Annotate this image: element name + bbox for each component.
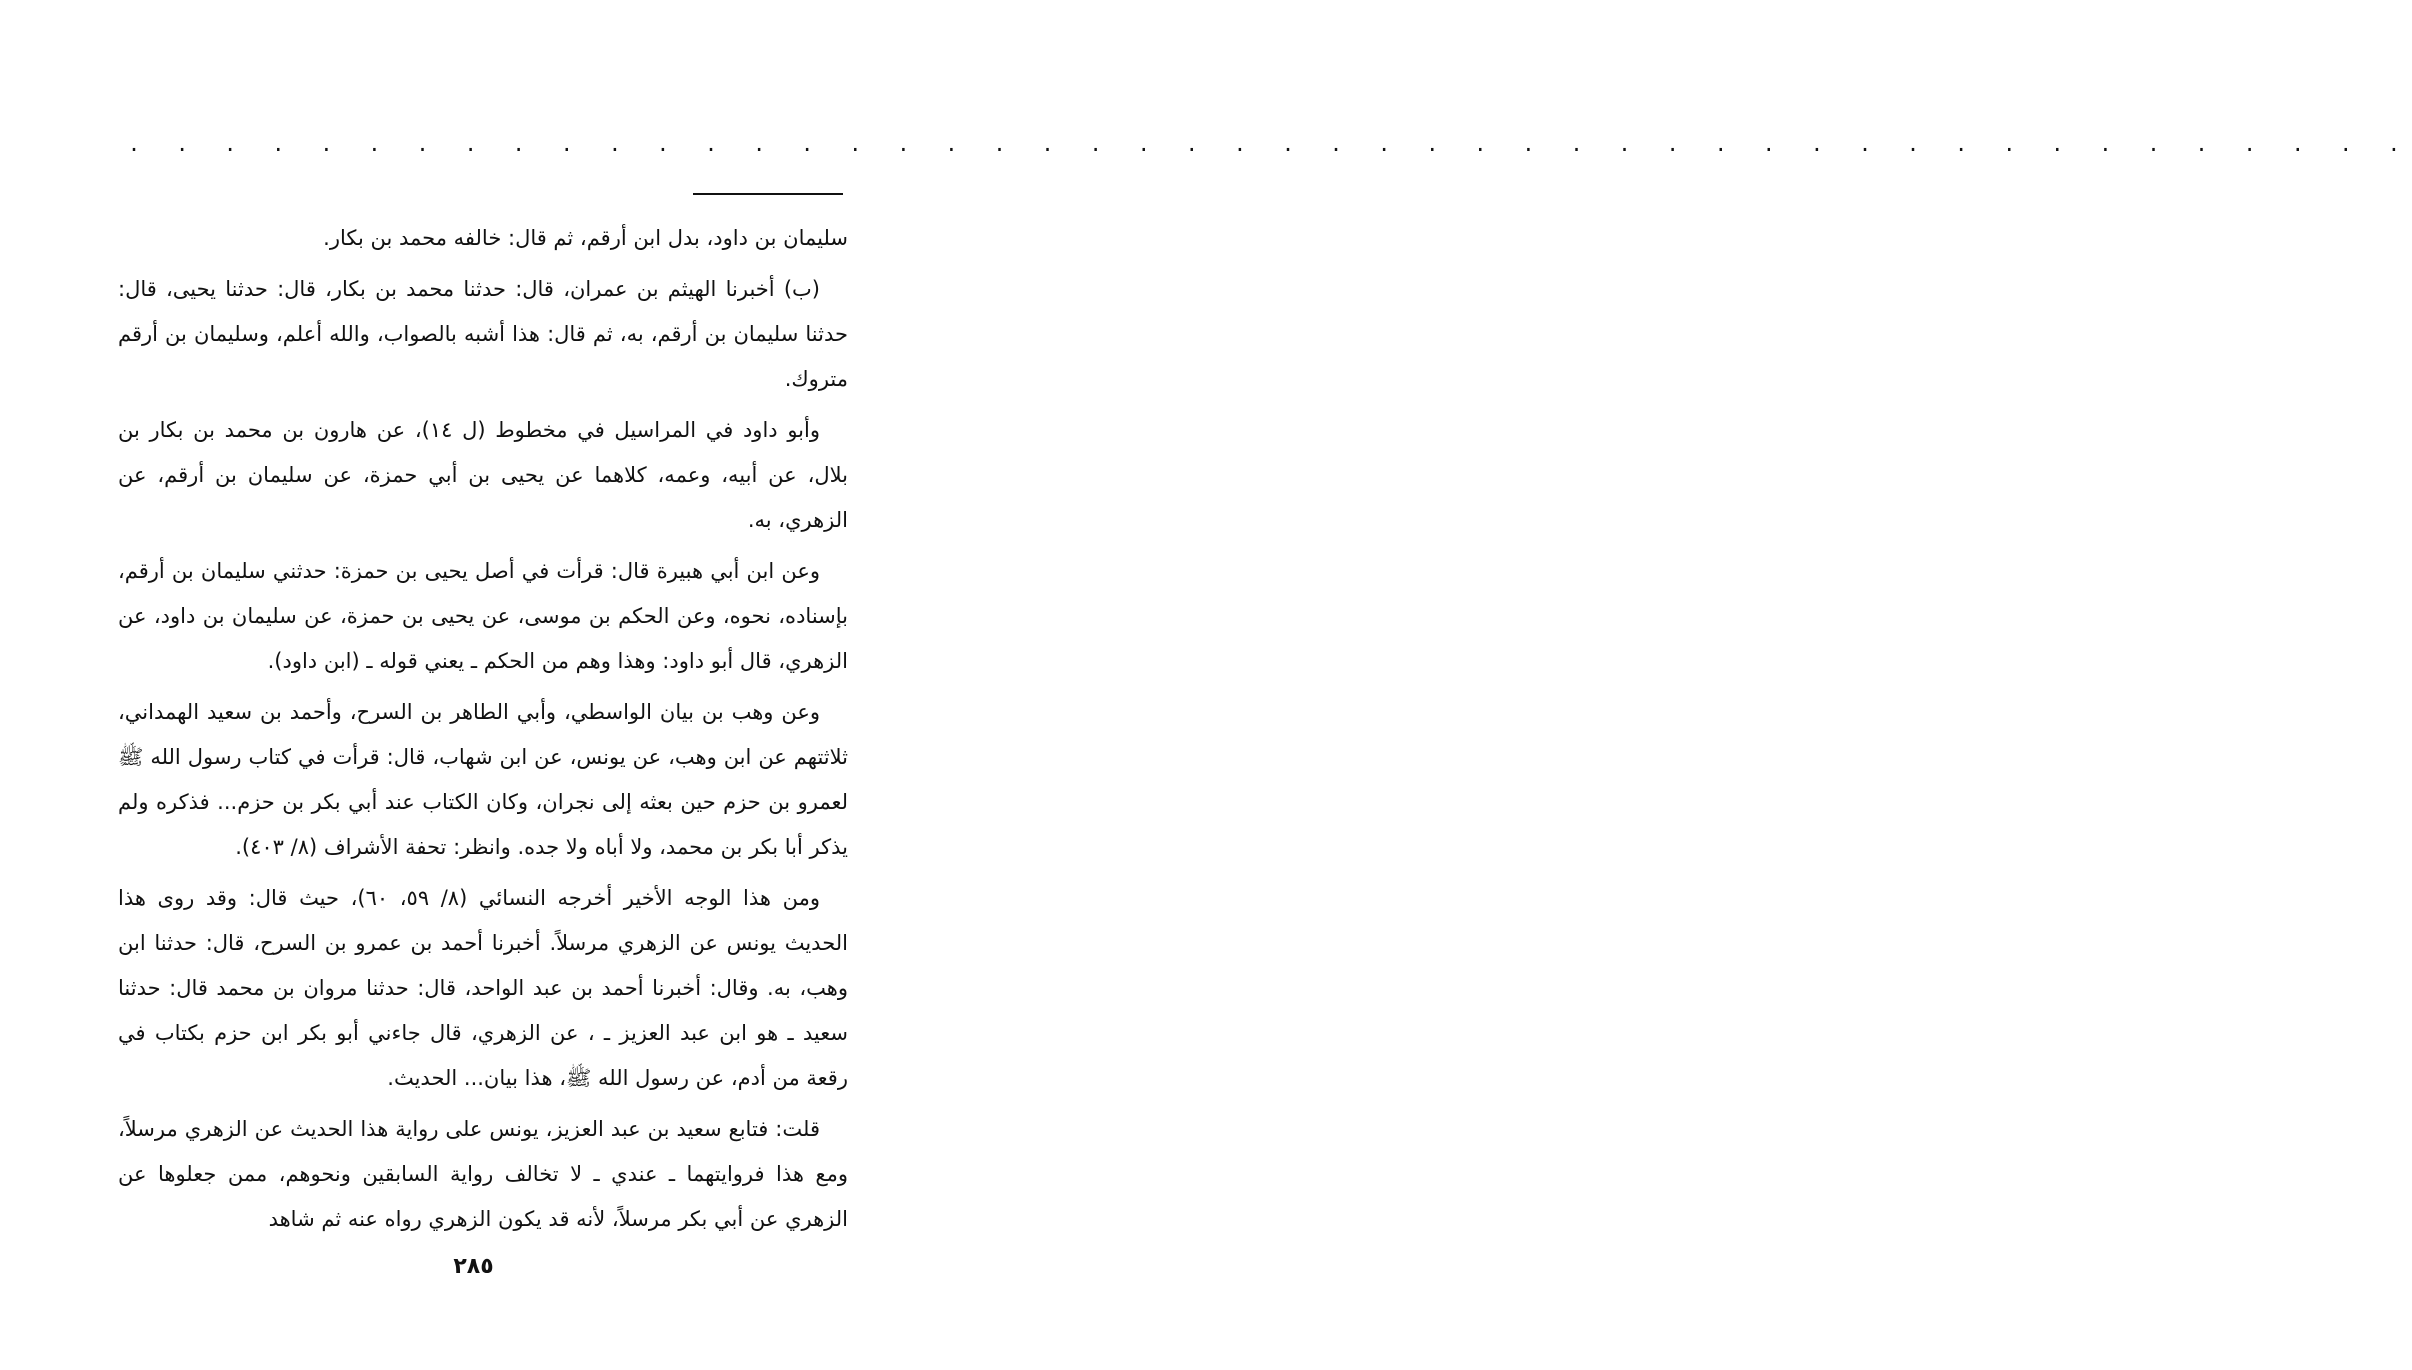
page-number: ٢٨٥ bbox=[453, 1254, 494, 1279]
paragraph-6: ومن هذا الوجه الأخير أخرجه النسائي (٨/ ٥٩، ٦٠)، حيث قال: وقد روى هذا الحديث يونس عن الزهري مرسلاً. أخبرنا أحمد بن عمرو بن السرح، قال: حدثنا ابن وهب، به. وقال: أخبرنا أحمد بن عبد الواحد، قال: حدثنا مروان بن محمد قال: حدثنا سعيد ـ هو ابن عبد العزيز ـ ، عن الزهري، قال جاءني أبو بكر ابن حزم بكتاب في رقعة من أدم، عن رسول الله ﷺ، هذا بيان... الحديث. bbox=[118, 886, 848, 1090]
paragraph-2: (ب) أخبرنا الهيثم بن عمران، قال: حدثنا محمد بن بكار، قال: حدثنا يحيى، قال: حدثنا سليمان بن أرقم، به، ثم قال: هذا أشبه بالصواب، والله أعلم، وسليمان بن أرقم متروك. bbox=[118, 277, 848, 391]
paragraph-7: قلت: فتابع سعيد بن عبد العزيز، يونس على رواية هذا الحديث عن الزهري مرسلاً، ومع هذا فروايتهما ـ عندي ـ لا تخالف رواية السابقين ونحوهم، ممن جعلوها عن الزهري عن أبي بكر مرسلاً، لأنه قد يكون الزهري رواه عنه ثم شاهد bbox=[118, 1117, 848, 1231]
dotted-separator: . . . . . . . . . . . . . . . . . . . . . . . . . . . . . . . . . . . . . . . . . . . . . . . . bbox=[128, 132, 2412, 156]
paragraph-5: وعن وهب بن بيان الواسطي، وأبي الطاهر بن السرح، وأحمد بن سعيد الهمداني، ثلاثتهم عن ابن وهب، عن يونس، عن ابن شهاب، قال: قرأت في كتاب رسول الله ﷺ لعمرو بن حزم حين بعثه إلى نجران، وكان الكتاب عند أبي بكر بن حزم... فذكره ولم يذكر أبا بكر بن محمد، ولا أباه ولا جده. وانظر: تحفة الأشراف (٨/ ٤٠٣). bbox=[118, 700, 848, 859]
footnote-text bbox=[118, 216, 848, 1248]
footnote-rule bbox=[693, 193, 843, 195]
paragraph-1: سليمان بن داود، بدل ابن أرقم، ثم قال: خالفه محمد بن بكار. bbox=[323, 226, 848, 250]
paragraph-3: وأبو داود في المراسيل في مخطوط (ل ١٤)، عن هارون بن محمد بن بكار بن بلال، عن أبيه، وعمه، كلاهما عن يحيى بن أبي حمزة، عن سليمان بن أرقم، عن الزهري، به. bbox=[118, 418, 848, 532]
paragraph-4: وعن ابن أبي هبيرة قال: قرأت في أصل يحيى بن حمزة: حدثني سليمان بن أرقم، بإسناده، نحوه، وعن الحكم بن موسى، عن يحيى بن حمزة، عن سليمان بن داود، عن الزهري، قال أبو داود: وهذا وهم من الحكم ـ يعني قوله ـ (ابن داود). bbox=[118, 559, 848, 673]
